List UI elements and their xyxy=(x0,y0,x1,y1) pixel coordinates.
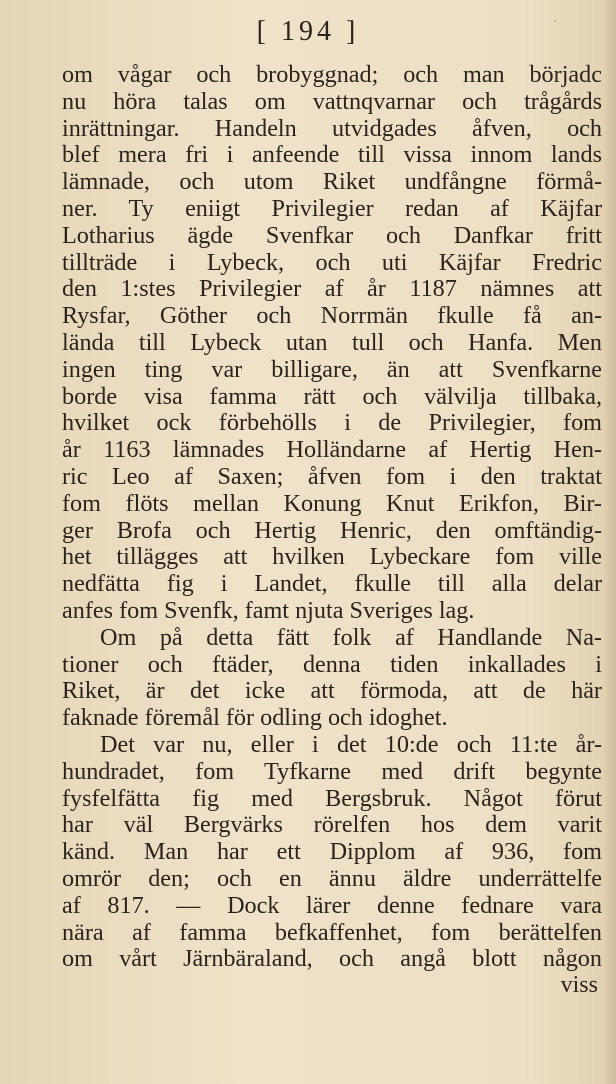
body-text xyxy=(62,62,602,973)
text-line: Det var nu, eller i det 10:de och 11:te år- xyxy=(100,730,602,758)
catchword: viss xyxy=(560,972,598,998)
text-line: om vågar och brobyggnad; och man börjadc xyxy=(62,61,602,88)
text-line: nära af famma befkaffenhet, fom berättelfen xyxy=(62,918,602,946)
text-line: ingen ting var billigare, än att Svenfkarne xyxy=(62,355,602,383)
text-line: Om på detta fätt folk af Handlande Na- xyxy=(100,623,602,651)
text-line: år 1163 lämnades Holländarne af Hertig Hen- xyxy=(62,436,602,464)
text-line: omrör den; och en ännu äldre underrättelfe xyxy=(62,864,602,892)
text-line: om vårt Järnbäraland, och angå blott någon xyxy=(62,945,602,973)
text-line: ric Leo af Saxen; åfven fom i den traktat xyxy=(62,462,602,490)
text-line: fom flöts mellan Konung Knut Erikfon, Bir- xyxy=(62,489,602,517)
text-line: tillträde i Lybeck, och uti Käjfar Fredric xyxy=(62,248,602,276)
text-line: Lotharius ägde Svenfkar och Danfkar fritt xyxy=(62,221,602,249)
text-line: Rysfar, Göther och Norrmän fkulle få an- xyxy=(62,302,602,330)
text-line: nu höra talas om vattnqvarnar och trågårds xyxy=(62,87,602,115)
text-line: lända till Lybeck utan tull och Hanfa. Men xyxy=(62,328,602,356)
text-line: lämnade, och utom Riket undfångne förmå- xyxy=(62,168,602,196)
text-line: borde visa famma rätt och välvilja tillbaka, xyxy=(62,382,602,410)
text-line: Riket, är det icke att förmoda, att de här xyxy=(62,677,602,705)
text-line: blef mera fri i anfeende till vissa innom lands xyxy=(62,141,602,169)
text-line: nedfätta fig i Landet, fkulle till alla delar xyxy=(62,570,602,598)
text-line: inrättningar. Handeln utvidgades åfven, och xyxy=(62,114,602,142)
text-line: hundradet, fom Tyfkarne med drift begynte xyxy=(62,757,602,785)
text-line: het tillägges att hvilken Lybeckare fom ville xyxy=(62,543,602,571)
text-line: faknade föremål för odling och idoghet. xyxy=(62,704,448,732)
text-line: den 1:stes Privilegier af år 1187 nämnes att xyxy=(62,275,602,303)
text-line: af 817. — Dock lärer denne fednare vara xyxy=(62,891,602,919)
text-line: känd. Man har ett Dipplom af 936, fom xyxy=(62,838,602,866)
text-line: ger Brofa och Hertig Henric, den omftändig- xyxy=(62,516,602,544)
text-line: ner. Ty eniigt Privilegier redan af Käjfar xyxy=(62,194,602,222)
page-edge-shadow xyxy=(602,0,616,1084)
page-number: [ 194 ] xyxy=(256,16,360,47)
text-line: anfes fom Svenfk, famt njuta Sveriges lag. xyxy=(62,596,475,624)
text-line: fysfelfätta fig med Bergsbruk. Något förut xyxy=(62,784,602,812)
text-line: tioner och ftäder, denna tiden inkallades i xyxy=(62,650,602,678)
text-line: hvilket ock förbehölls i de Privilegier, fom xyxy=(62,409,602,437)
text-line: har väl Bergvärks rörelfen hos dem varit xyxy=(62,811,602,839)
